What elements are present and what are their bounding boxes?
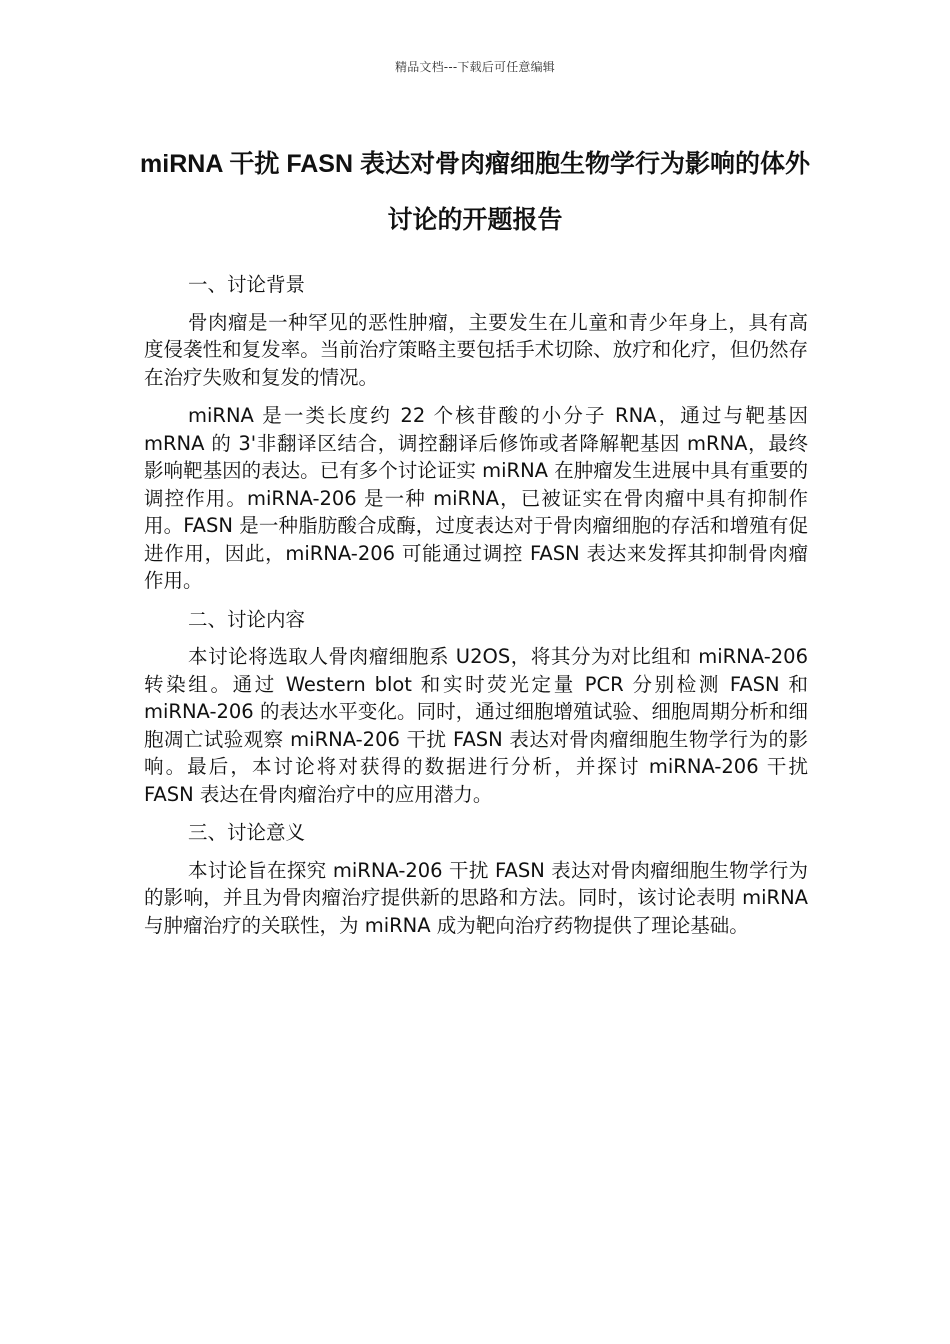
paragraph-significance-1: 本讨论旨在探究 miRNA-206 干扰 FASN 表达对骨肉瘤细胞生物学行为的影响，并且为骨肉瘤治疗提供新的思路和方法。同时，该讨论表明 miRNA 与肿瘤治疗的关联性，为 miRNA 成为靶向治疗药物提供了理论基础。 xyxy=(144,858,808,937)
document-body xyxy=(144,271,808,950)
section-heading-background: 一、讨论背景 xyxy=(188,273,306,296)
paragraph-content-1: 本讨论将选取人骨肉瘤细胞系 U2OS，将其分为对比组和 miRNA-206 转染组。通过 Western blot 和实时荧光定量 PCR 分别检测 FASN 和 miRNA-206 的表达水平变化。同时，通过细胞增殖试验、细胞周期分析和细胞凋亡试验观察 miRNA-206 干扰 FASN 表达对骨肉瘤细胞生物学行为的影响。最后，本讨论将对获得的数据进行分析，并探讨 miRNA-206 干扰 FASN 表达在骨肉瘤治疗中的应用潜力。 xyxy=(144,645,808,806)
section-heading-significance: 三、讨论意义 xyxy=(188,821,306,844)
paragraph-background-1: 骨肉瘤是一种罕见的恶性肿瘤，主要发生在儿童和青少年身上，具有高度侵袭性和复发率。当前治疗策略主要包括手术切除、放疗和化疗，但仍然存在治疗失败和复发的情况。 xyxy=(144,310,808,389)
header-note: 精品文档---下载后可任意编辑 xyxy=(395,60,555,74)
paragraph-background-2: miRNA 是一类长度约 22 个核苷酸的小分子 RNA，通过与靶基因 mRNA 的 3'非翻译区结合，调控翻译后修饰或者降解靶基因 mRNA，最终影响靶基因的表达。已有多个讨论证实 miRNA 在肿瘤发生进展中具有重要的调控作用。miRNA-206 是一种 miRNA，已被证实在骨肉瘤中具有抑制作用。FASN 是一种脂肪酸合成酶，过度表达对于骨肉瘤细胞的存活和增殖有促进作用，因此，miRNA-206 可能通过调控 FASN 表达来发挥其抑制骨肉瘤作用。 xyxy=(144,404,808,592)
section-heading-content: 二、讨论内容 xyxy=(188,607,306,631)
document-title: miRNA 干扰 FASN 表达对骨肉瘤细胞生物学行为影响的体外讨论的开题报告 xyxy=(140,150,810,234)
